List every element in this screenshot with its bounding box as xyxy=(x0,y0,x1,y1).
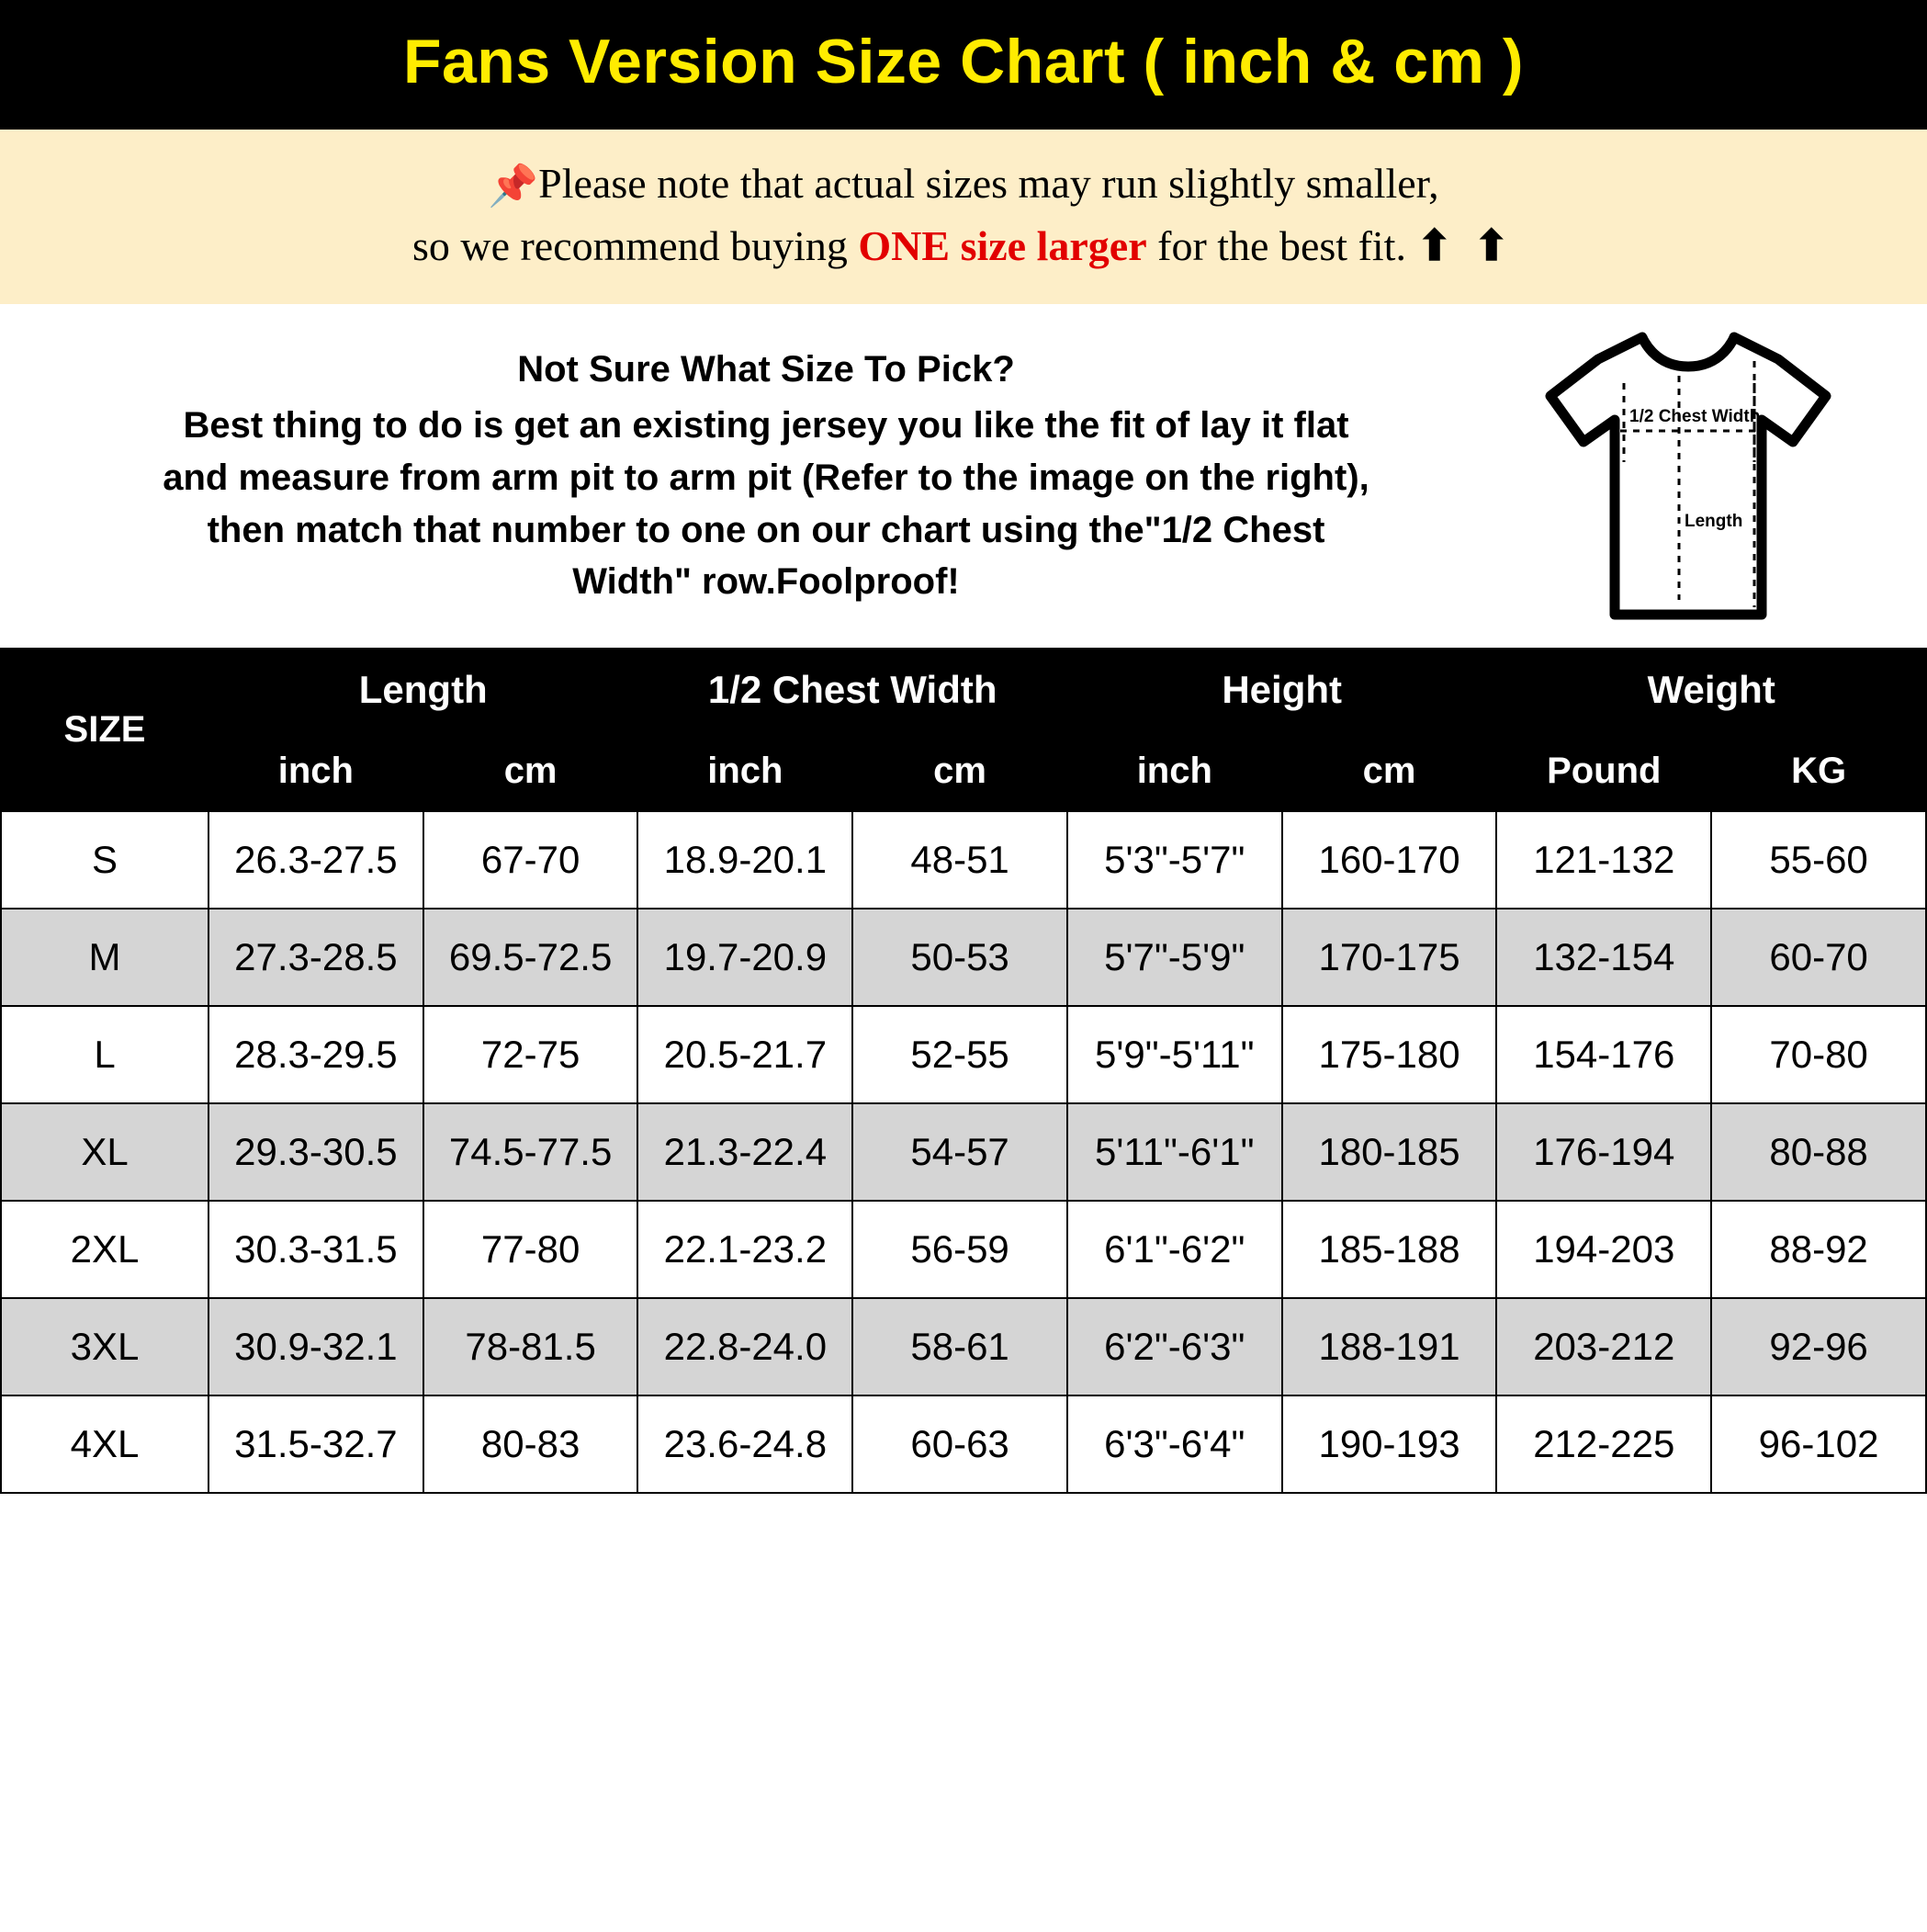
cell-length-cm: 67-70 xyxy=(423,811,638,909)
cell-weight-kg: 88-92 xyxy=(1711,1201,1926,1298)
cell-height-cm: 190-193 xyxy=(1282,1395,1497,1493)
cell-weight-kg: 55-60 xyxy=(1711,811,1926,909)
cell-length-inch: 30.3-31.5 xyxy=(208,1201,423,1298)
cell-height-cm: 170-175 xyxy=(1282,909,1497,1006)
cell-weight-pound: 154-176 xyxy=(1496,1006,1711,1103)
cell-chest-inch: 22.8-24.0 xyxy=(637,1298,852,1395)
cell-weight-pound: 212-225 xyxy=(1496,1395,1711,1493)
header-unit-height-inch: inch xyxy=(1067,731,1282,811)
cell-weight-kg: 96-102 xyxy=(1711,1395,1926,1493)
cell-length-cm: 77-80 xyxy=(423,1201,638,1298)
help-line-4: then match that number to one on our chart using the"1/2 Chest xyxy=(207,509,1325,550)
header-unit-length-cm: cm xyxy=(423,731,638,811)
cell-length-inch: 29.3-30.5 xyxy=(208,1103,423,1201)
cell-chest-cm: 56-59 xyxy=(852,1201,1067,1298)
cell-weight-pound: 132-154 xyxy=(1496,909,1711,1006)
header-unit-weight-kg: KG xyxy=(1711,731,1926,811)
cell-height-cm: 185-188 xyxy=(1282,1201,1497,1298)
cell-length-cm: 74.5-77.5 xyxy=(423,1103,638,1201)
cell-height-cm: 175-180 xyxy=(1282,1006,1497,1103)
pushpin-icon: 📌 xyxy=(488,163,539,209)
cell-length-cm: 69.5-72.5 xyxy=(423,909,638,1006)
table-unit-header-row xyxy=(1,731,1926,811)
cell-chest-inch: 20.5-21.7 xyxy=(637,1006,852,1103)
cell-size: S xyxy=(1,811,208,909)
cell-weight-pound: 121-132 xyxy=(1496,811,1711,909)
cell-chest-cm: 48-51 xyxy=(852,811,1067,909)
cell-length-inch: 28.3-29.5 xyxy=(208,1006,423,1103)
table-body xyxy=(1,811,1926,1493)
cell-weight-kg: 60-70 xyxy=(1711,909,1926,1006)
table-group-header-row xyxy=(1,649,1926,731)
header-unit-chest-cm: cm xyxy=(852,731,1067,811)
cell-height-cm: 188-191 xyxy=(1282,1298,1497,1395)
note-text-2b: for the best fit. xyxy=(1146,221,1417,269)
note-emphasis: ONE size larger xyxy=(858,221,1147,269)
cell-height-inch: 5'7"-5'9" xyxy=(1067,909,1282,1006)
table-row xyxy=(1,1103,1926,1201)
cell-length-cm: 72-75 xyxy=(423,1006,638,1103)
cell-chest-cm: 58-61 xyxy=(852,1298,1067,1395)
table-row xyxy=(1,1395,1926,1493)
up-arrows-icon: ⬆ ⬆ xyxy=(1416,221,1516,269)
cell-chest-inch: 23.6-24.8 xyxy=(637,1395,852,1493)
table-row xyxy=(1,1006,1926,1103)
cell-weight-kg: 80-88 xyxy=(1711,1103,1926,1201)
cell-height-cm: 180-185 xyxy=(1282,1103,1497,1201)
cell-weight-kg: 70-80 xyxy=(1711,1006,1926,1103)
cell-length-inch: 31.5-32.7 xyxy=(208,1395,423,1493)
cell-length-inch: 27.3-28.5 xyxy=(208,909,423,1006)
note-line-2 xyxy=(37,216,1890,277)
help-line-2: Best thing to do is get an existing jersey you like the fit of lay it flat xyxy=(183,405,1349,446)
cell-chest-inch: 18.9-20.1 xyxy=(637,811,852,909)
length-label: Length xyxy=(1685,512,1743,532)
cell-size: 2XL xyxy=(1,1201,208,1298)
cell-size: M xyxy=(1,909,208,1006)
cell-chest-inch: 19.7-20.9 xyxy=(637,909,852,1006)
cell-height-inch: 6'1"-6'2" xyxy=(1067,1201,1282,1298)
cell-weight-kg: 92-96 xyxy=(1711,1298,1926,1395)
cell-height-inch: 5'9"-5'11" xyxy=(1067,1006,1282,1103)
cell-chest-cm: 52-55 xyxy=(852,1006,1067,1103)
help-line-5: Width" row.Foolproof! xyxy=(572,561,960,603)
header-unit-chest-inch: inch xyxy=(637,731,852,811)
table-head xyxy=(1,649,1926,811)
note-text-2a: so we recommend buying xyxy=(411,221,859,269)
cell-size: L xyxy=(1,1006,208,1103)
cell-height-inch: 6'3"-6'4" xyxy=(1067,1395,1282,1493)
page-title: Fans Version Size Chart ( inch & cm ) xyxy=(402,27,1525,96)
header-unit-height-cm: cm xyxy=(1282,731,1497,811)
cell-chest-inch: 21.3-22.4 xyxy=(637,1103,852,1201)
help-text-block xyxy=(9,344,1514,608)
chest-width-label: 1/2 Chest Width xyxy=(1629,407,1761,427)
cell-weight-pound: 176-194 xyxy=(1496,1103,1711,1201)
note-band xyxy=(0,130,1927,304)
cell-length-cm: 80-83 xyxy=(423,1395,638,1493)
cell-chest-cm: 60-63 xyxy=(852,1395,1067,1493)
cell-size: 3XL xyxy=(1,1298,208,1395)
note-text-1: Please note that actual sizes may run slightly smaller, xyxy=(538,159,1439,207)
tshirt-icon xyxy=(1541,324,1835,627)
cell-height-inch: 6'2"-6'3" xyxy=(1067,1298,1282,1395)
header-group-length: Length xyxy=(208,649,637,731)
cell-length-inch: 26.3-27.5 xyxy=(208,811,423,909)
size-chart-table xyxy=(0,648,1927,1494)
cell-weight-pound: 194-203 xyxy=(1496,1201,1711,1298)
help-line-1: Not Sure What Size To Pick? xyxy=(517,349,1015,390)
table-row xyxy=(1,1298,1926,1395)
cell-size: 4XL xyxy=(1,1395,208,1493)
cell-height-cm: 160-170 xyxy=(1282,811,1497,909)
title-bar xyxy=(0,0,1927,130)
table-row xyxy=(1,1201,1926,1298)
header-unit-weight-pound: Pound xyxy=(1496,731,1711,811)
cell-size: XL xyxy=(1,1103,208,1201)
help-section xyxy=(0,304,1927,648)
header-group-chest: 1/2 Chest Width xyxy=(637,649,1066,731)
header-unit-length-inch: inch xyxy=(208,731,423,811)
tshirt-diagram xyxy=(1514,324,1918,627)
cell-length-cm: 78-81.5 xyxy=(423,1298,638,1395)
cell-weight-pound: 203-212 xyxy=(1496,1298,1711,1395)
header-group-height: Height xyxy=(1067,649,1496,731)
cell-chest-cm: 54-57 xyxy=(852,1103,1067,1201)
table-row xyxy=(1,909,1926,1006)
header-size: SIZE xyxy=(1,649,208,811)
cell-length-inch: 30.9-32.1 xyxy=(208,1298,423,1395)
header-group-weight: Weight xyxy=(1496,649,1926,731)
note-line-1 xyxy=(37,153,1890,216)
cell-height-inch: 5'3"-5'7" xyxy=(1067,811,1282,909)
cell-height-inch: 5'11"-6'1" xyxy=(1067,1103,1282,1201)
cell-chest-cm: 50-53 xyxy=(852,909,1067,1006)
table-row xyxy=(1,811,1926,909)
cell-chest-inch: 22.1-23.2 xyxy=(637,1201,852,1298)
help-line-3: and measure from arm pit to arm pit (Refer to the image on the right), xyxy=(163,457,1369,498)
